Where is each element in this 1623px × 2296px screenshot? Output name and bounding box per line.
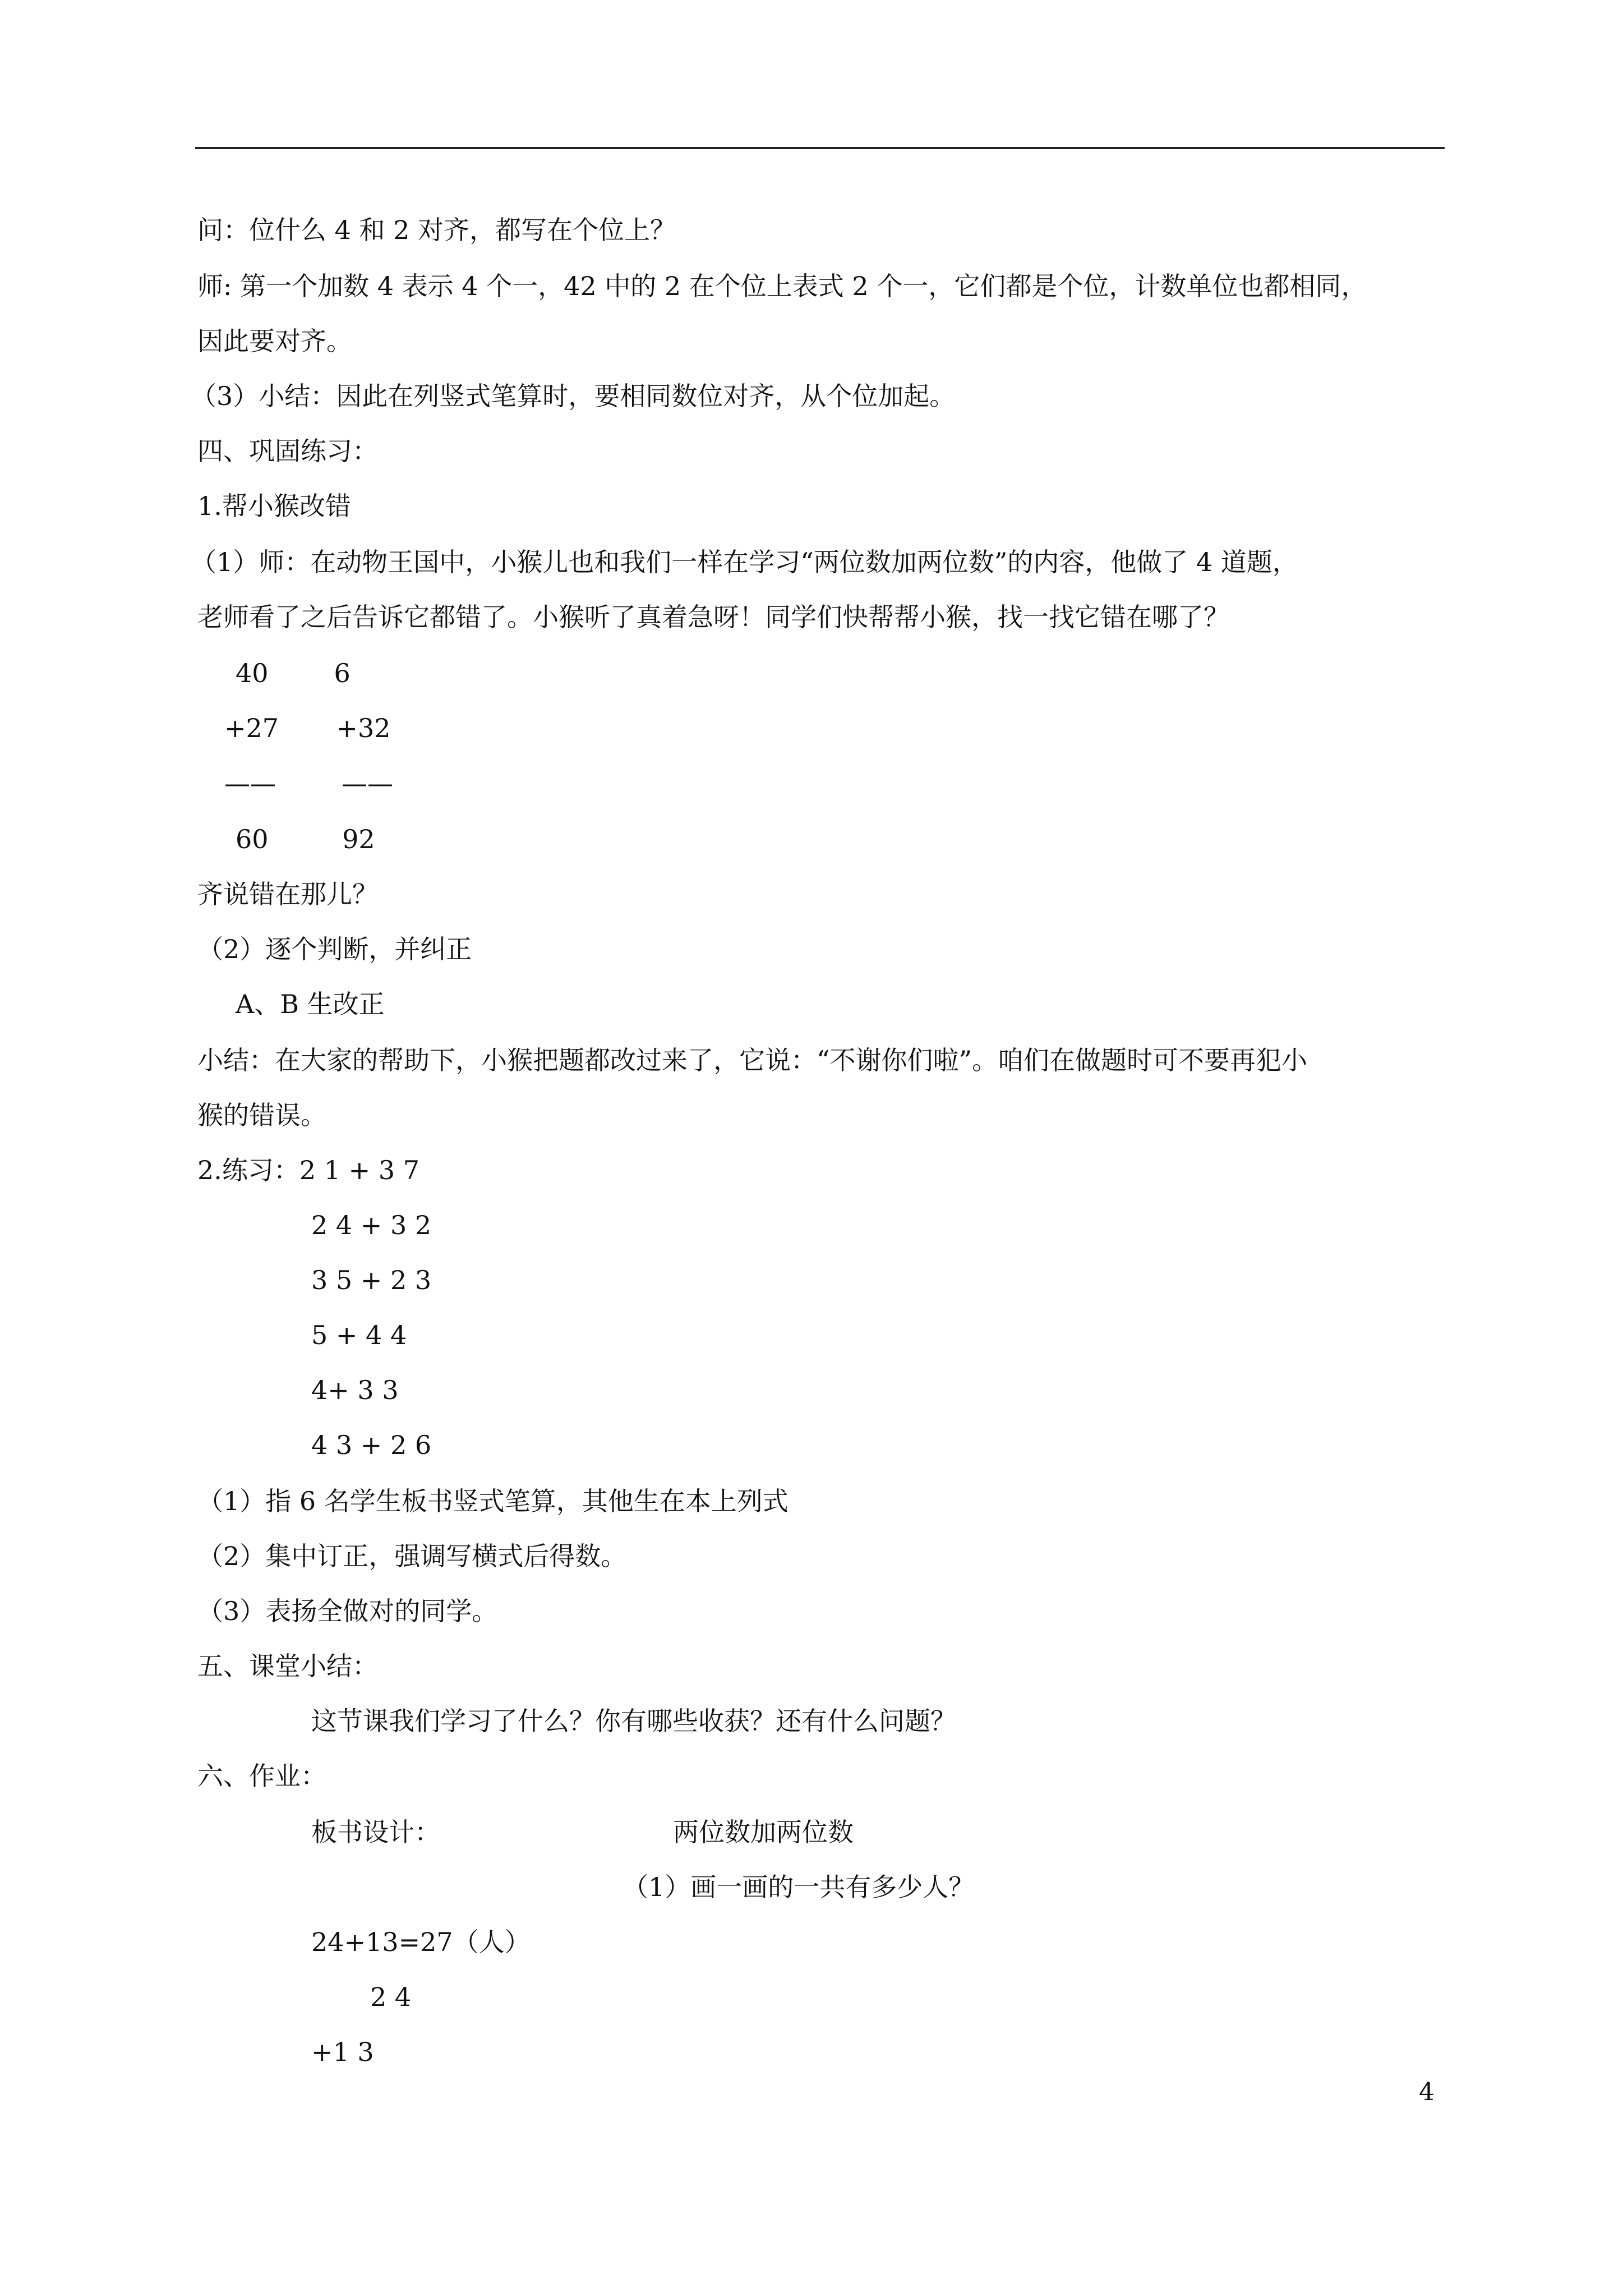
- text-line: （2）逐个判断，并纠正: [197, 934, 472, 964]
- calc-line: +1 3: [311, 2037, 374, 2067]
- text-line: 齐说错在那儿？: [197, 879, 378, 909]
- text-line: 小结：在大家的帮助下，小猴把题都改过来了，它说：“不谢你们啦”。咱们在做题时可不要再犯小: [197, 1045, 1308, 1075]
- text-line: 1.帮小猴改错: [197, 491, 351, 521]
- board-title: 两位数加两位数: [673, 1817, 854, 1847]
- text-line: 这节课我们学习了什么？你有哪些收获？还有什么问题？: [311, 1706, 956, 1736]
- text-line: 2.练习：2 1 + 3 7: [197, 1155, 419, 1185]
- text-line: A、B 生改正: [236, 989, 385, 1019]
- calc-line: +27 +32: [224, 713, 391, 743]
- calc-line: 4+ 3 3: [311, 1375, 399, 1405]
- text-line: 因此要对齐。: [197, 326, 352, 356]
- calc-line: 2 4 + 3 2: [311, 1210, 432, 1240]
- header-rule: [195, 147, 1445, 149]
- text-line: （1）师：在动物王国中，小猴儿也和我们一样在学习“两位数加两位数”的内容，他做了 4 道题，: [191, 547, 1298, 577]
- calc-line: 2 4: [370, 1982, 412, 2012]
- board-design-label: 板书设计：: [311, 1817, 440, 1847]
- text-line: 猴的错误。: [197, 1100, 326, 1130]
- text-line: （3）表扬全做对的同学。: [197, 1596, 498, 1626]
- section-heading: 六、作业：: [197, 1761, 326, 1791]
- text-line: （1）画一画的一共有多少人？: [623, 1872, 975, 1902]
- calc-line: 60 92: [236, 824, 375, 854]
- calc-line: 4 3 + 2 6: [311, 1430, 432, 1460]
- page-number: 4: [1419, 2078, 1435, 2106]
- calc-line: 3 5 + 2 3: [311, 1265, 432, 1295]
- calc-line: 24+13=27（人）: [311, 1927, 531, 1957]
- text-line: （3）小结：因此在列竖式笔算时，要相同数位对齐，从个位加起。: [191, 381, 956, 411]
- section-heading: 五、课堂小结：: [197, 1651, 378, 1681]
- text-line: 师: 第一个加数 4 表示 4 个一，42 中的 2 在个位上表式 2 个一，它们都是个位，计数单位也都相同，: [197, 271, 1367, 301]
- text-line: （2）集中订正，强调写横式后得数。: [197, 1541, 627, 1571]
- calc-line: —— ——: [224, 768, 393, 798]
- text-line: （1）指 6 名学生板书竖式笔算，其他生在本上列式: [197, 1486, 789, 1516]
- section-heading: 四、巩固练习：: [197, 436, 378, 466]
- text-line: 问：位什么 4 和 2 对齐，都写在个位上？: [197, 215, 676, 245]
- calc-line: 40 6: [236, 658, 351, 688]
- text-line: 老师看了之后告诉它都错了。小猴听了真着急呀！同学们快帮帮小猴，找一找它错在哪了？: [197, 602, 1229, 632]
- calc-line: 5 + 4 4: [311, 1320, 407, 1350]
